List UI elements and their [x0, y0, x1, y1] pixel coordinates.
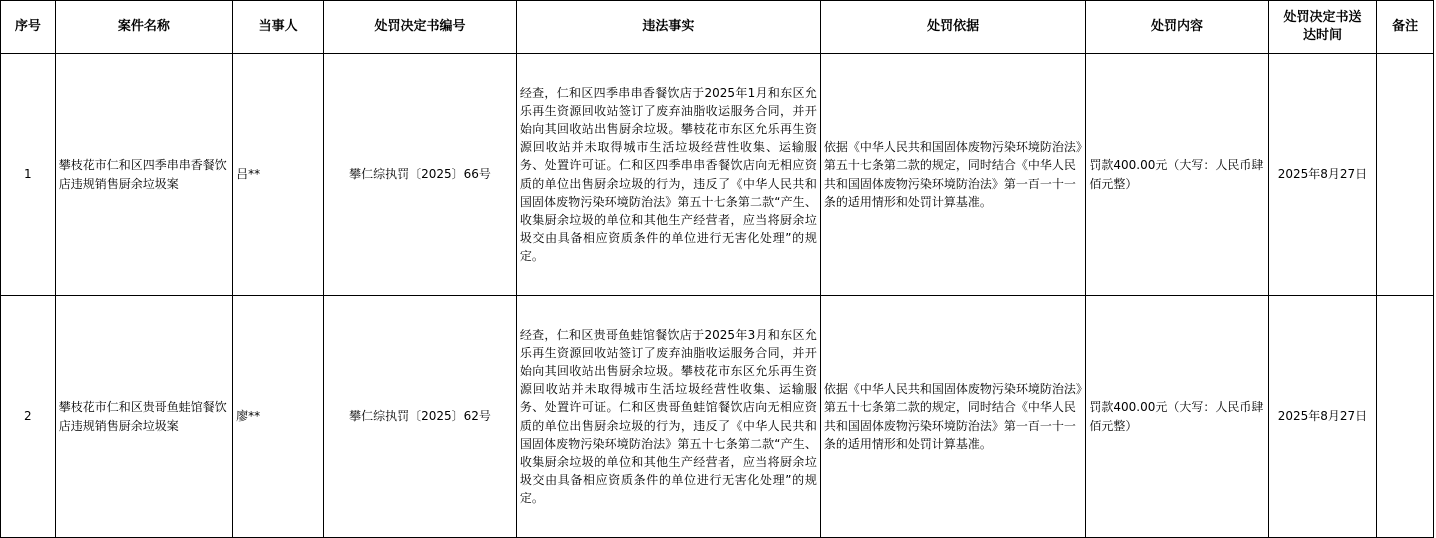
cell-basis: 依据《中华人民共和国固体废物污染环境防治法》第五十七条第二款的规定，同时结合《中华人民共和国固体废物污染环境防治法》第一百一十一条的适用情形和处罚计算基准。	[820, 296, 1086, 538]
table-row	[1, 296, 1434, 538]
header-row	[1, 1, 1434, 54]
cell-party: 吕**	[233, 54, 324, 296]
cell-case-name: 攀枝花市仁和区贵哥鱼蛙馆餐饮店违规销售厨余垃圾案	[55, 296, 232, 538]
cell-party: 廖**	[233, 296, 324, 538]
cell-basis: 依据《中华人民共和国固体废物污染环境防治法》第五十七条第二款的规定，同时结合《中华人民共和国固体废物污染环境防治法》第一百一十一条的适用情形和处罚计算基准。	[820, 54, 1086, 296]
cell-penalty: 罚款400.00元（大写：人民币肆佰元整）	[1086, 296, 1268, 538]
header-decision-no: 处罚决定书编号	[324, 1, 517, 54]
cell-facts: 经查，仁和区四季串串香餐饮店于2025年1月和东区允乐再生资源回收站签订了废弃油脂收运服务合同，并开始向其回收站出售厨余垃圾。攀枝花市东区允乐再生资源回收站并未取得城市生活垃圾经营性收集、运输服务、处置许可证。仁和区四季串串香餐饮店向无相应资质的单位出售厨余垃圾的行为，违反了《中华人民共和国固体废物污染环境防治法》第五十七条第二款“产生、收集厨余垃圾的单位和其他生产经营者，应当将厨余垃圾交由具备相应资质条件的单位进行无害化处理”的规定。	[516, 54, 820, 296]
header-penalty: 处罚内容	[1086, 1, 1268, 54]
cell-remark	[1377, 296, 1434, 538]
cell-case-name: 攀枝花市仁和区四季串串香餐饮店违规销售厨余垃圾案	[55, 54, 232, 296]
cell-decision-no: 攀仁综执罚〔2025〕66号	[324, 54, 517, 296]
header-party: 当事人	[233, 1, 324, 54]
header-index: 序号	[1, 1, 56, 54]
header-facts: 违法事实	[516, 1, 820, 54]
cell-index: 1	[1, 54, 56, 296]
header-delivery-date: 处罚决定书送达时间	[1268, 1, 1376, 54]
cell-facts: 经查，仁和区贵哥鱼蛙馆餐饮店于2025年3月和东区允乐再生资源回收站签订了废弃油脂收运服务合同，并开始向其回收站出售厨余垃圾。攀枝花市东区允乐再生资源回收站并未取得城市生活垃圾经营性收集、运输服务、处置许可证。仁和区贵哥鱼蛙馆餐饮店向无相应资质的单位出售厨余垃圾的行为，违反了《中华人民共和国固体废物污染环境防治法》第五十七条第二款“产生、收集厨余垃圾的单位和其他生产经营者，应当将厨余垃圾交由具备相应资质条件的单位进行无害化处理”的规定。	[516, 296, 820, 538]
cell-delivery-date: 2025年8月27日	[1268, 54, 1376, 296]
cell-decision-no: 攀仁综执罚〔2025〕62号	[324, 296, 517, 538]
header-basis: 处罚依据	[820, 1, 1086, 54]
header-case-name: 案件名称	[55, 1, 232, 54]
cell-penalty: 罚款400.00元（大写：人民币肆佰元整）	[1086, 54, 1268, 296]
cell-index: 2	[1, 296, 56, 538]
table-row	[1, 54, 1434, 296]
cell-remark	[1377, 54, 1434, 296]
header-remark: 备注	[1377, 1, 1434, 54]
cell-delivery-date: 2025年8月27日	[1268, 296, 1376, 538]
